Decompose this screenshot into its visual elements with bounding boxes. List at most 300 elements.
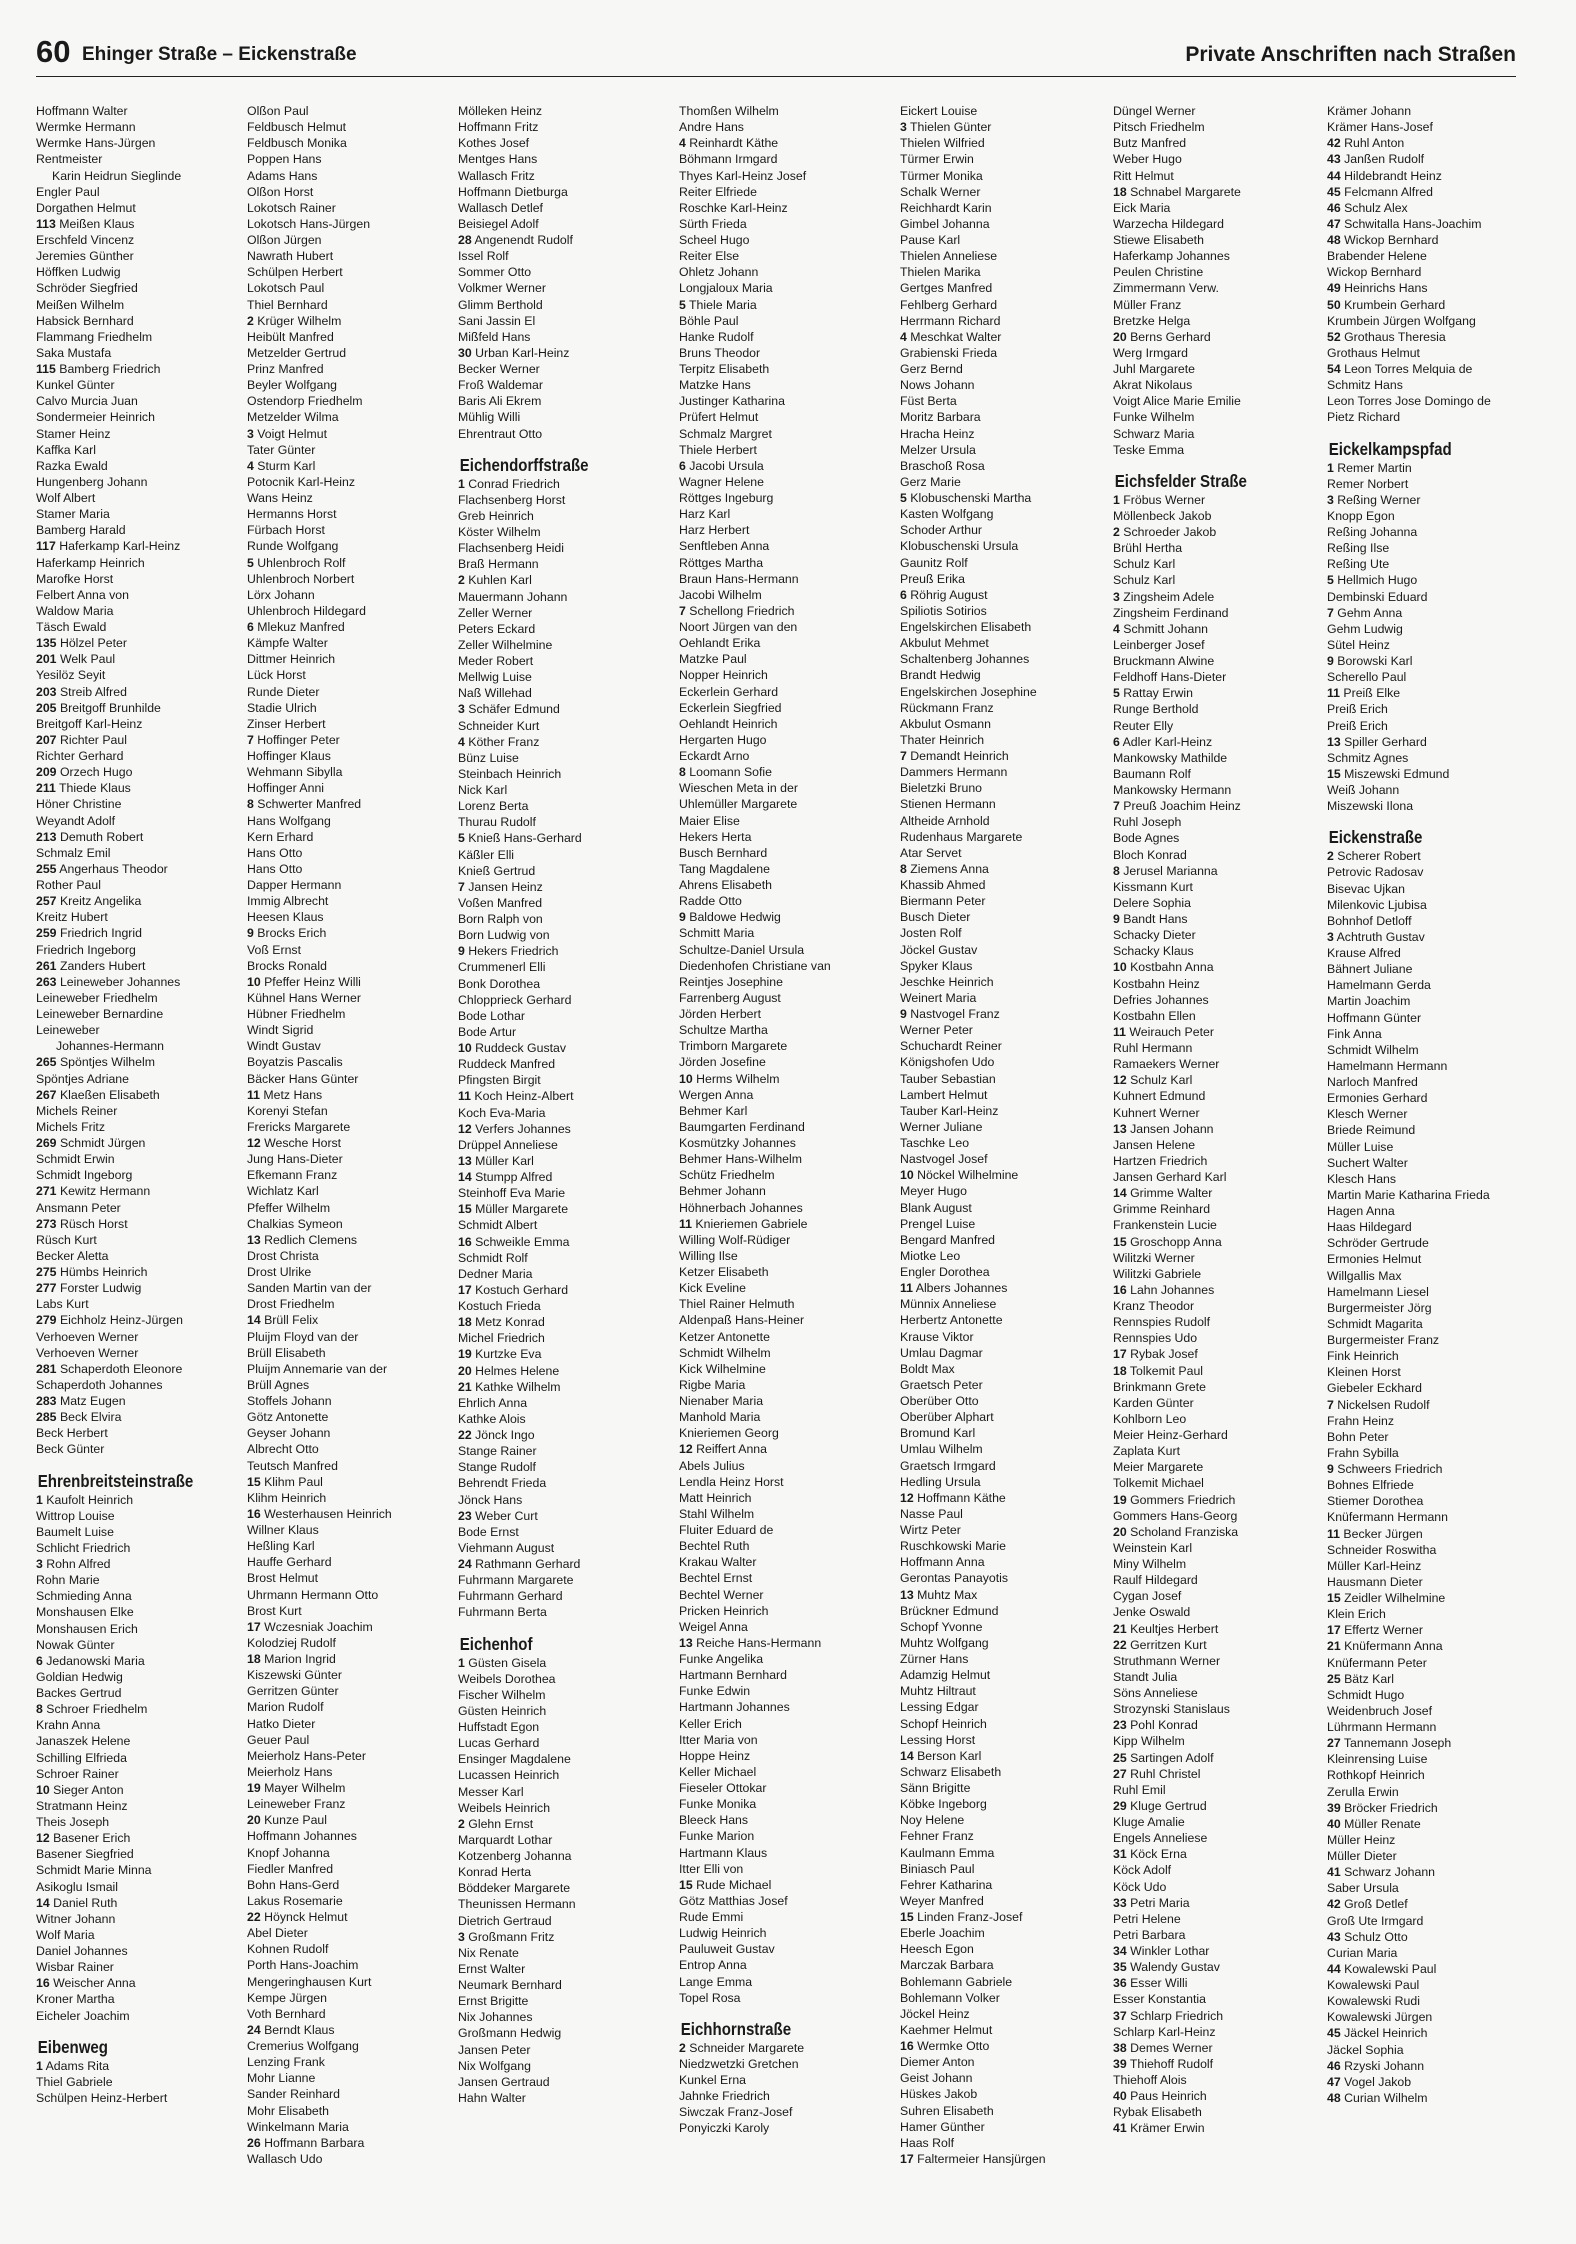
resident-entry xyxy=(247,151,459,167)
resident-name: Lambert Helmut xyxy=(900,1087,988,1102)
directory-column xyxy=(1327,103,1539,2228)
street-range-title: Ehinger Straße – Eickenstraße xyxy=(82,44,357,65)
resident-entry xyxy=(1327,1929,1539,1945)
resident-name: Eicheler Joachim xyxy=(36,2008,130,2023)
resident-entry xyxy=(679,1603,891,1619)
resident-name: Thyes Karl-Heinz Josef xyxy=(679,168,807,183)
resident-name: Manhold Maria xyxy=(679,1410,761,1425)
resident-name: Zanders Hubert xyxy=(59,958,146,973)
resident-entry xyxy=(458,766,670,782)
resident-name: Brandt Hedwig xyxy=(900,668,981,683)
resident-entry xyxy=(679,1038,891,1054)
resident-entry xyxy=(458,1266,670,1282)
resident-entry xyxy=(458,1395,670,1411)
resident-entry xyxy=(679,942,891,958)
resident-name: Krämer Johann xyxy=(1327,104,1412,118)
resident-name: Lück Horst xyxy=(247,668,306,683)
resident-name: Monshausen Erich xyxy=(36,1621,138,1636)
resident-entry xyxy=(1113,393,1325,409)
house-number: 41 xyxy=(1113,2121,1127,2136)
resident-entry xyxy=(247,1167,459,1183)
resident-name: Jansen Gerhard Karl xyxy=(1113,1170,1227,1184)
house-number: 257 xyxy=(36,894,57,909)
resident-entry xyxy=(1113,1540,1325,1556)
resident-entry xyxy=(36,942,248,958)
resident-entry xyxy=(36,732,248,748)
resident-entry xyxy=(247,409,459,425)
resident-entry xyxy=(679,458,891,474)
resident-entry xyxy=(679,474,891,490)
resident-name: Meißen Wilhelm xyxy=(36,297,125,312)
resident-name: Röhrig August xyxy=(910,587,988,602)
resident-name: Schnabel Margarete xyxy=(1130,184,1241,199)
house-number: 21 xyxy=(1113,1621,1127,1636)
resident-name: Werg Irmgard xyxy=(1113,345,1188,360)
house-number: 18 xyxy=(247,1652,261,1666)
house-number: 1 xyxy=(458,476,465,491)
resident-name: Herbertz Antonette xyxy=(900,1313,1003,1328)
resident-name: Großmann Hedwig xyxy=(458,2026,562,2041)
resident-name: Lucas Gerhard xyxy=(458,1736,540,1751)
resident-entry xyxy=(247,1538,459,1554)
resident-name: Kowalewski Paul xyxy=(1327,1978,1420,1992)
resident-entry xyxy=(1113,1217,1325,1233)
resident-name: Nows Johann xyxy=(900,378,975,393)
resident-entry xyxy=(247,780,459,796)
resident-name: Knüfermann Anna xyxy=(1344,1639,1443,1654)
house-number: 11 xyxy=(1327,686,1340,701)
resident-name: Wieschen Meta in der xyxy=(679,781,798,796)
resident-entry xyxy=(247,232,459,248)
resident-name: Zürner Hans xyxy=(900,1652,969,1666)
resident-entry xyxy=(36,1377,248,1393)
resident-name: Pohl Konrad xyxy=(1130,1718,1198,1733)
resident-name: Oehlandt Heinrich xyxy=(679,716,778,731)
resident-entry xyxy=(247,1296,459,1312)
resident-entry xyxy=(458,1250,670,1266)
resident-name: Ruschkowski Marie xyxy=(900,1539,1006,1554)
resident-name: Nastvogel Franz xyxy=(910,1007,1000,1021)
resident-entry xyxy=(679,1635,891,1651)
house-number: 19 xyxy=(247,1781,261,1795)
resident-entry xyxy=(458,377,670,393)
resident-name: Lahn Johannes xyxy=(1130,1282,1215,1297)
resident-name: Umlau Wilhelm xyxy=(900,1442,983,1457)
resident-entry xyxy=(1327,1106,1539,1122)
resident-entry xyxy=(36,1556,248,1572)
resident-name: Krumbein Jürgen Wolfgang xyxy=(1327,313,1476,328)
resident-name: Farrenberg August xyxy=(679,990,781,1005)
house-number: 12 xyxy=(679,1442,693,1457)
resident-entry xyxy=(1327,524,1539,540)
resident-name: Hamelmann Gerda xyxy=(1327,978,1431,993)
resident-entry xyxy=(679,1216,891,1232)
resident-name: Thiehoff Rudolf xyxy=(1129,2056,1214,2071)
resident-entry xyxy=(458,1671,670,1687)
resident-name: Mohr Lianne xyxy=(247,2071,316,2086)
resident-entry xyxy=(679,861,891,877)
resident-name: Müller Luise xyxy=(1327,1139,1394,1154)
resident-entry xyxy=(1113,329,1325,345)
resident-entry xyxy=(679,297,891,313)
resident-entry xyxy=(1327,1606,1539,1622)
resident-entry xyxy=(36,1798,248,1814)
resident-name: Haas Rolf xyxy=(900,2135,954,2150)
resident-name: Werner Peter xyxy=(900,1023,973,1038)
resident-name: Hans Wolfgang xyxy=(247,813,331,828)
house-number: 1 xyxy=(458,1655,465,1670)
resident-name: Leinberger Josef xyxy=(1113,637,1205,652)
resident-name: Bleeck Hans xyxy=(679,1813,749,1828)
resident-name: Baumgarten Ferdinand xyxy=(679,1119,805,1134)
resident-name: Petri Barbara xyxy=(1113,1927,1186,1942)
resident-name: Schmidt Ingeborg xyxy=(36,1168,133,1183)
resident-entry xyxy=(1113,426,1325,442)
resident-entry xyxy=(1327,897,1539,913)
resident-name: Bohnhof Detloff xyxy=(1327,913,1412,928)
resident-name: Hoffinger Klaus xyxy=(247,749,331,763)
resident-entry xyxy=(900,1329,1112,1345)
directory-column xyxy=(458,103,670,2228)
resident-name: Müller Heinz xyxy=(1327,1832,1396,1847)
resident-entry xyxy=(1113,1346,1325,1362)
resident-entry xyxy=(679,1151,891,1167)
resident-entry xyxy=(1113,718,1325,734)
resident-name: Jansen Gertraud xyxy=(458,2074,550,2089)
resident-entry xyxy=(247,1183,459,1199)
resident-entry xyxy=(247,2022,459,2038)
resident-entry xyxy=(900,990,1112,1006)
resident-name: Fieseler Ottokar xyxy=(679,1781,767,1795)
resident-entry xyxy=(36,1183,248,1199)
resident-name: Meyer Hugo xyxy=(900,1184,967,1199)
resident-name: Funke Marion xyxy=(679,1829,755,1844)
resident-name: Westerhausen Heinrich xyxy=(264,1506,392,1521)
house-number: 4 xyxy=(900,329,907,344)
resident-name: Kostbahn Ellen xyxy=(1113,1008,1196,1023)
resident-entry xyxy=(36,684,248,700)
resident-entry xyxy=(1327,1300,1539,1316)
resident-name: Brüll Agnes xyxy=(247,1377,310,1392)
house-number: 4 xyxy=(679,136,686,151)
resident-name: Ritt Helmut xyxy=(1113,168,1174,183)
resident-entry xyxy=(679,2040,891,2056)
resident-name: Jönck Hans xyxy=(458,1492,523,1507)
resident-entry xyxy=(36,506,248,522)
resident-name: Hans Otto xyxy=(247,861,303,876)
resident-entry xyxy=(1327,1042,1539,1058)
directory-columns xyxy=(36,103,1516,2228)
resident-entry xyxy=(247,280,459,296)
resident-name: Berson Karl xyxy=(917,1748,982,1763)
resident-name: Güsten Heinrich xyxy=(458,1703,547,1718)
resident-entry xyxy=(458,135,670,151)
resident-name: Weinstein Karl xyxy=(1113,1540,1193,1555)
resident-entry xyxy=(36,1701,248,1717)
resident-entry xyxy=(1113,2024,1325,2040)
resident-entry xyxy=(1327,572,1539,588)
resident-name: Brühl Hertha xyxy=(1113,541,1183,556)
resident-name: Höffken Ludwig xyxy=(36,265,121,280)
resident-name: Hoffmann Dietburga xyxy=(458,184,568,199)
resident-entry xyxy=(247,1345,459,1361)
resident-entry xyxy=(1327,460,1539,476)
resident-entry xyxy=(458,232,670,248)
resident-entry xyxy=(679,925,891,941)
house-number: 201 xyxy=(36,652,57,667)
house-number: 17 xyxy=(458,1282,472,1297)
resident-entry xyxy=(900,506,1112,522)
resident-name: Mengeringhausen Kurt xyxy=(247,1974,372,1989)
resident-entry xyxy=(900,716,1112,732)
resident-entry xyxy=(1113,1024,1325,1040)
resident-entry xyxy=(1327,345,1539,361)
resident-entry xyxy=(1327,2009,1539,2025)
resident-name: Feldhoff Hans-Dieter xyxy=(1113,670,1227,685)
resident-name: Effertz Werner xyxy=(1344,1623,1423,1638)
resident-entry xyxy=(36,1216,248,1232)
resident-entry xyxy=(458,1040,670,1056)
resident-entry xyxy=(1327,1332,1539,1348)
resident-name: Rybak Elisabeth xyxy=(1113,2105,1202,2120)
resident-entry xyxy=(900,1119,1112,1135)
resident-name: Krause Viktor xyxy=(900,1329,974,1344)
resident-name: Sütel Heinz xyxy=(1327,637,1390,652)
resident-name: Stoffels Johann xyxy=(247,1394,332,1408)
resident-name: Bromund Karl xyxy=(900,1426,976,1441)
resident-entry xyxy=(1113,1234,1325,1250)
resident-entry xyxy=(1113,1137,1325,1153)
resident-name: Nastvogel Josef xyxy=(900,1152,988,1167)
resident-entry xyxy=(679,1232,891,1248)
house-number: 1 xyxy=(1113,492,1120,507)
resident-entry xyxy=(679,135,891,151)
resident-name: Jacobi Ursula xyxy=(689,458,764,473)
resident-name: Rattay Erwin xyxy=(1123,686,1193,701)
resident-name: Peters Eckard xyxy=(458,621,536,636)
resident-name: Adams Rita xyxy=(45,2058,110,2073)
resident-entry xyxy=(1113,1443,1325,1459)
resident-entry xyxy=(458,1800,670,1816)
resident-name: Fink Heinrich xyxy=(1327,1349,1399,1364)
resident-name: Loomann Sofie xyxy=(689,765,772,780)
resident-entry xyxy=(36,393,248,409)
resident-entry xyxy=(247,1474,459,1490)
resident-name: Gehm Anna xyxy=(1337,605,1403,620)
resident-entry xyxy=(458,814,670,830)
resident-name: Kuhnert Werner xyxy=(1113,1105,1200,1120)
resident-name: Königshofen Udo xyxy=(900,1055,995,1070)
resident-entry xyxy=(247,2086,459,2102)
resident-name: Schacky Dieter xyxy=(1113,928,1196,943)
resident-entry xyxy=(458,1896,670,1912)
resident-entry xyxy=(1113,2008,1325,2024)
resident-entry xyxy=(679,829,891,845)
resident-name: Kaffka Karl xyxy=(36,442,96,457)
resident-entry xyxy=(458,476,670,492)
resident-entry xyxy=(458,589,670,605)
resident-entry xyxy=(679,1699,891,1715)
resident-entry xyxy=(679,651,891,667)
resident-entry xyxy=(458,1993,670,2009)
resident-name: Tauber Sebastian xyxy=(900,1071,996,1086)
resident-name: Sartingen Adolf xyxy=(1130,1750,1214,1765)
resident-name: Prengel Luise xyxy=(900,1216,976,1231)
resident-entry xyxy=(247,1248,459,1264)
resident-entry xyxy=(900,264,1112,280)
resident-name: Brocks Ronald xyxy=(247,958,327,973)
resident-entry xyxy=(1113,168,1325,184)
resident-name: Rzyski Johann xyxy=(1344,2058,1425,2073)
resident-name: Sander Reinhard xyxy=(247,2087,340,2102)
resident-name: Scholand Franziska xyxy=(1130,1524,1239,1539)
resident-entry xyxy=(900,1167,1112,1183)
resident-entry xyxy=(1113,1298,1325,1314)
house-number: 117 xyxy=(36,539,56,554)
resident-name: Rüsch Horst xyxy=(59,1216,128,1231)
house-number: 7 xyxy=(247,732,254,747)
resident-name: Curian Maria xyxy=(1327,1945,1398,1960)
resident-entry xyxy=(1327,1074,1539,1090)
resident-name: Sanden Martin van der xyxy=(247,1281,372,1296)
resident-name: Frericks Margarete xyxy=(247,1119,351,1134)
resident-name: Thiele Maria xyxy=(689,297,757,312)
house-number: 39 xyxy=(1327,1800,1341,1815)
resident-entry xyxy=(1113,814,1325,830)
resident-name: Brüll Elisabeth xyxy=(247,1345,326,1360)
resident-entry xyxy=(458,409,670,425)
resident-name: Knüfermann Hermann xyxy=(1327,1510,1448,1525)
resident-name: Weiß Johann xyxy=(1327,783,1400,797)
resident-entry xyxy=(36,1022,248,1038)
resident-name: Prüfert Helmut xyxy=(679,410,759,425)
resident-entry xyxy=(1327,913,1539,929)
resident-name: Schultze-Daniel Ursula xyxy=(679,942,805,957)
resident-entry xyxy=(36,1766,248,1782)
resident-name: Janaszek Helene xyxy=(36,1734,131,1749)
resident-entry xyxy=(247,1441,459,1457)
resident-entry xyxy=(679,361,891,377)
resident-name: Olßon Horst xyxy=(247,184,314,199)
resident-name: Dembinski Eduard xyxy=(1327,589,1428,604)
resident-name: Yesilöz Seyit xyxy=(36,668,106,683)
resident-entry xyxy=(247,1458,459,1474)
resident-entry xyxy=(247,909,459,925)
resident-entry xyxy=(1113,1411,1325,1427)
resident-entry xyxy=(679,1071,891,1087)
resident-name: Knieriemen Gabriele xyxy=(695,1216,808,1231)
resident-name: Michels Fritz xyxy=(36,1119,106,1134)
house-number: 5 xyxy=(247,555,254,570)
resident-name: Noy Helene xyxy=(900,1813,965,1828)
resident-name: Pfeffer Wilhelm xyxy=(247,1200,331,1215)
resident-entry xyxy=(36,2008,248,2024)
resident-entry xyxy=(36,1830,248,1846)
resident-name: Haferkamp Johannes xyxy=(1113,249,1230,264)
resident-name: Brost Kurt xyxy=(247,1603,302,1618)
resident-entry xyxy=(1327,361,1539,377)
resident-entry xyxy=(458,103,670,119)
resident-name: Behmer Johann xyxy=(679,1184,766,1199)
resident-entry xyxy=(1327,1945,1539,1961)
resident-name: Marion Rudolf xyxy=(247,1700,324,1715)
resident-entry xyxy=(679,216,891,232)
resident-name: Fluiter Eduard de xyxy=(679,1523,774,1537)
house-number: 16 xyxy=(247,1506,261,1521)
resident-entry xyxy=(900,1054,1112,1070)
resident-entry xyxy=(36,1119,248,1135)
resident-name: Drüppel Anneliese xyxy=(458,1137,558,1152)
resident-name: Reiffert Anna xyxy=(696,1442,767,1457)
resident-entry xyxy=(36,1717,248,1733)
resident-name: Krämer Erwin xyxy=(1130,2121,1205,2136)
resident-name: Martin Joachim xyxy=(1327,994,1411,1009)
house-number: 275 xyxy=(36,1265,57,1279)
resident-entry xyxy=(1327,1284,1539,1300)
resident-entry xyxy=(679,426,891,442)
house-number: 21 xyxy=(458,1379,472,1394)
resident-entry xyxy=(1113,1927,1325,1943)
resident-entry xyxy=(1327,1848,1539,1864)
resident-entry xyxy=(1113,135,1325,151)
resident-entry xyxy=(1113,2072,1325,2088)
resident-entry xyxy=(36,829,248,845)
resident-name: Stadie Ulrich xyxy=(247,700,317,715)
resident-name: Kathke Wilhelm xyxy=(475,1379,561,1394)
resident-name: Kern Erhard xyxy=(247,829,314,844)
resident-entry xyxy=(1113,1685,1325,1701)
resident-name: Schmidt Rolf xyxy=(458,1250,528,1265)
resident-name: Nick Karl xyxy=(458,783,508,797)
house-number: 277 xyxy=(36,1281,57,1296)
house-number: 5 xyxy=(679,297,686,312)
resident-name: Kohlborn Leo xyxy=(1113,1411,1187,1426)
house-number: 23 xyxy=(458,1508,472,1523)
resident-entry xyxy=(679,1893,891,1909)
house-number: 10 xyxy=(247,974,261,989)
resident-name: Willner Klaus xyxy=(247,1523,319,1537)
resident-entry xyxy=(679,103,891,119)
resident-name: Adamzig Helmut xyxy=(900,1668,991,1683)
house-number: 16 xyxy=(458,1234,472,1249)
resident-name: Schmitt Maria xyxy=(679,926,755,941)
resident-entry xyxy=(247,1909,459,1925)
resident-name: Schulz Karl xyxy=(1113,557,1176,572)
resident-name: Rückmann Franz xyxy=(900,700,994,715)
resident-name: Olßon Paul xyxy=(247,104,309,118)
resident-name: Adams Hans xyxy=(247,168,318,183)
resident-name: Schmalz Emil xyxy=(36,845,111,860)
resident-entry xyxy=(1113,1862,1325,1878)
resident-entry xyxy=(247,1329,459,1345)
resident-name: Schaperdoth Johannes xyxy=(36,1377,163,1392)
resident-name: Bechtel Werner xyxy=(679,1587,764,1602)
house-number: 24 xyxy=(458,1557,472,1571)
resident-entry xyxy=(1113,1766,1325,1782)
resident-entry xyxy=(458,1282,670,1298)
resident-entry xyxy=(458,1008,670,1024)
resident-entry xyxy=(247,1280,459,1296)
house-number: 43 xyxy=(1327,1929,1341,1944)
resident-entry xyxy=(1113,1105,1325,1121)
resident-name: Frahn Sybilla xyxy=(1327,1445,1399,1460)
resident-entry xyxy=(247,925,459,941)
resident-name: Ruhl Christel xyxy=(1130,1766,1201,1781)
resident-name: Rude Michael xyxy=(696,1877,772,1892)
resident-entry xyxy=(247,474,459,490)
resident-entry xyxy=(900,313,1112,329)
resident-name: Thielen Wilfried xyxy=(900,136,985,151)
